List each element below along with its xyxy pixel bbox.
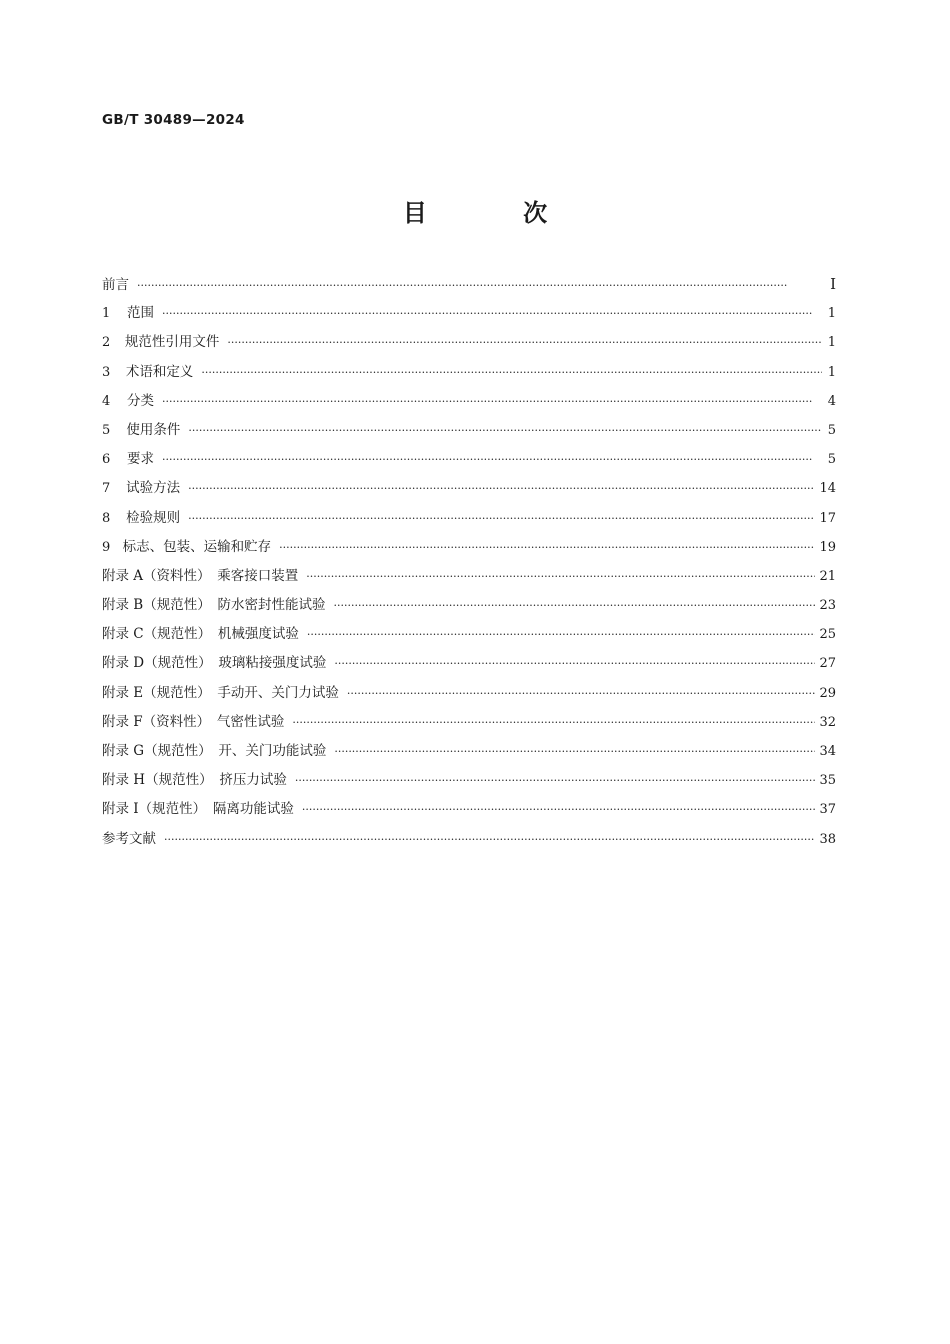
toc-entry-number: 1 xyxy=(102,306,111,322)
toc-entry-8[interactable] xyxy=(102,504,836,533)
toc-entry-page: 21 xyxy=(819,568,836,584)
toc-entry-label: 附录 E（规范性） 手动开、关门力试验 xyxy=(102,684,339,701)
toc-entry-5[interactable] xyxy=(102,416,836,445)
toc-title: 目 次 xyxy=(402,199,592,227)
toc-entry-number: 6 xyxy=(102,452,111,468)
toc-entry-annex-h[interactable] xyxy=(102,766,836,795)
toc-entry-number: 3 xyxy=(102,364,111,380)
toc-leader-dots xyxy=(279,533,815,562)
toc-entry-number: 8 xyxy=(102,510,111,526)
toc-entry-2[interactable] xyxy=(102,328,836,357)
toc-entry-page: 35 xyxy=(819,773,836,789)
toc-entry-page: 38 xyxy=(819,831,836,847)
toc-entry-3[interactable] xyxy=(102,358,836,387)
toc-entry-number: 2 xyxy=(102,335,111,351)
standard-code: GB/T 30489—2024 xyxy=(102,112,245,128)
toc-entry-annex-f[interactable] xyxy=(102,708,836,737)
toc-leader-dots xyxy=(137,271,822,300)
toc-entry-label: 前言 xyxy=(102,277,129,293)
toc-leader-dots xyxy=(333,591,815,620)
toc-leader-dots xyxy=(188,504,815,533)
toc-entry-number: 9 xyxy=(102,539,111,555)
toc-entry-annex-a[interactable] xyxy=(102,562,836,591)
toc-entry-annex-g[interactable] xyxy=(102,737,836,766)
toc-leader-dots xyxy=(295,766,816,795)
toc-leader-dots xyxy=(164,825,815,854)
toc-entry-label: 试验方法 xyxy=(126,480,181,497)
toc-entry-foreword[interactable] xyxy=(102,270,836,299)
toc-entry-annex-c[interactable] xyxy=(102,620,836,649)
toc-entry-page: 32 xyxy=(819,714,836,730)
table-of-contents xyxy=(102,270,836,854)
toc-entry-label: 附录 D（规范性） 玻璃粘接强度试验 xyxy=(102,655,327,672)
toc-entry-label: 附录 I（规范性） 隔离功能试验 xyxy=(102,801,294,818)
toc-entry-number: 5 xyxy=(102,422,111,438)
toc-leader-dots xyxy=(201,358,822,387)
toc-entry-page: 17 xyxy=(819,510,836,526)
toc-leader-dots xyxy=(188,416,822,445)
toc-entry-label: 使用条件 xyxy=(126,421,181,438)
toc-leader-dots xyxy=(162,445,822,474)
toc-entry-page: Ⅰ xyxy=(830,275,836,293)
toc-entry-label: 术语和定义 xyxy=(125,363,194,380)
toc-entry-page: 14 xyxy=(819,481,836,497)
toc-entry-annex-b[interactable] xyxy=(102,591,836,620)
toc-leader-dots xyxy=(162,299,822,328)
toc-entry-label: 要求 xyxy=(127,451,154,468)
toc-entry-page: 1 xyxy=(827,306,836,322)
toc-entry-9[interactable] xyxy=(102,533,836,562)
toc-entry-label: 附录 H（规范性） 挤压力试验 xyxy=(102,772,287,789)
toc-entry-number: 4 xyxy=(102,393,111,409)
toc-entry-page: 34 xyxy=(819,744,836,759)
toc-leader-dots xyxy=(292,708,815,737)
toc-leader-dots xyxy=(306,562,815,591)
toc-entry-label: 附录 G（规范性） 开、关门功能试验 xyxy=(102,743,327,759)
toc-entry-page: 1 xyxy=(827,335,836,351)
toc-entry-page: 25 xyxy=(819,627,836,643)
toc-leader-dots xyxy=(334,649,815,678)
toc-entry-annex-e[interactable] xyxy=(102,679,836,708)
toc-entry-number: 7 xyxy=(102,481,111,497)
toc-entry-label: 检验规则 xyxy=(126,509,181,526)
toc-entry-label: 附录 A（资料性） 乘客接口装置 xyxy=(102,567,299,584)
toc-entry-page: 5 xyxy=(827,452,836,468)
toc-entry-annex-i[interactable] xyxy=(102,795,836,824)
toc-leader-dots xyxy=(188,474,815,503)
toc-entry-page: 27 xyxy=(819,656,836,672)
toc-entry-label: 规范性引用文件 xyxy=(124,334,220,351)
toc-leader-dots xyxy=(347,679,816,708)
toc-leader-dots xyxy=(162,387,822,416)
toc-entry-7[interactable] xyxy=(102,474,836,503)
toc-entry-page: 1 xyxy=(827,364,836,380)
toc-entry-page: 37 xyxy=(819,802,836,818)
toc-leader-dots xyxy=(307,620,816,649)
toc-entry-page: 5 xyxy=(827,422,836,438)
toc-entry-label: 附录 C（规范性） 机械强度试验 xyxy=(102,626,299,643)
toc-entry-page: 19 xyxy=(819,539,836,555)
toc-entry-label: 参考文献 xyxy=(102,830,156,847)
toc-leader-dots xyxy=(227,328,822,357)
toc-entry-page: 23 xyxy=(819,598,836,614)
toc-entry-label: 附录 B（规范性） 防水密封性能试验 xyxy=(102,597,326,614)
toc-leader-dots xyxy=(302,795,816,824)
toc-leader-dots xyxy=(334,737,815,766)
toc-entry-annex-d[interactable] xyxy=(102,649,836,678)
toc-entry-label: 标志、包装、运输和贮存 xyxy=(122,538,272,555)
toc-entry-page: 4 xyxy=(827,393,836,409)
toc-entry-page: 29 xyxy=(819,685,836,701)
toc-entry-bibliography[interactable] xyxy=(102,825,836,854)
toc-entry-label: 范围 xyxy=(127,305,154,322)
toc-entry-label: 分类 xyxy=(127,392,154,409)
toc-entry-6[interactable] xyxy=(102,445,836,474)
toc-entry-4[interactable] xyxy=(102,387,836,416)
toc-entry-label: 附录 F（资料性） 气密性试验 xyxy=(102,713,285,730)
toc-entry-1[interactable] xyxy=(102,299,836,328)
